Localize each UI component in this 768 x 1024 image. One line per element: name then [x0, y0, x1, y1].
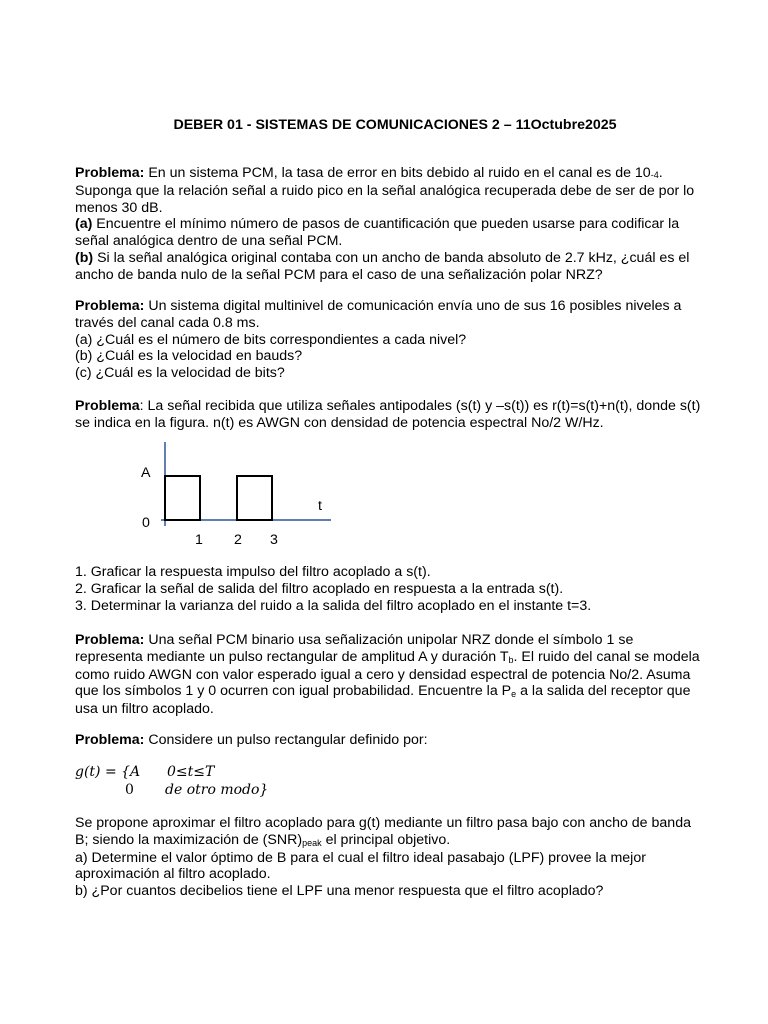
tick-label-1: 1	[195, 532, 203, 548]
problem-item: 3. Determinar la varianza del ruido a la salida del filtro acoplado en el instante t=3.	[75, 597, 592, 614]
problem-5-body	[75, 815, 715, 900]
equation-zero: 0	[125, 782, 134, 798]
problem-item: (c) ¿Cuál es la velocidad de bits?	[75, 365, 285, 382]
problem-3-items	[75, 564, 715, 614]
problem-text: señal analógica dentro de una señal PCM.	[75, 233, 343, 250]
problem-text: ancho de banda nulo de la señal PCM para el caso de una señalización polar NRZ?	[75, 266, 603, 283]
problem-5	[75, 732, 715, 749]
item-label: (b)	[75, 249, 94, 266]
subscript: e	[511, 689, 517, 700]
problem-text: Suponga que la relación señal a ruido pico en la señal analógica recuperada debe de ser de por lo	[75, 182, 695, 199]
problem-item: aproximación al filtro acoplado.	[75, 866, 271, 883]
problem-label: Problema:	[75, 732, 145, 748]
superscript: -4	[650, 170, 659, 180]
problem-item: b) ¿Por cuantos decibelios tiene el LPF una menor respuesta que el filtro acoplado?	[75, 883, 604, 900]
problem-label: Problema	[75, 398, 140, 414]
y-label-a: A	[141, 465, 151, 481]
equation-condition-2: de otro modo}	[165, 782, 269, 798]
problem-text: el principal objetivo.	[321, 831, 451, 848]
signal-figure	[135, 440, 415, 555]
equation-condition-1: 0≤t≤T	[167, 764, 215, 780]
subscript: peak	[302, 837, 322, 848]
problem-text: representa mediante un pulso rectangular de amplitud A y duración T	[75, 648, 509, 665]
problem-label: Problema:	[75, 632, 145, 648]
problem-text: Se propone aproximar el filtro acoplado para g(t) mediante un filtro pasa bajo con ancho de banda	[75, 815, 691, 831]
problem-text: Encuentre el mínimo número de pasos de cuantificación que pueden usarse para codificar la	[92, 216, 680, 233]
problem-item: a) Determine el valor óptimo de B para el cual el filtro ideal pasabajo (LPF) provee la mejor	[75, 849, 646, 866]
problem-text: a la salida del receptor que	[516, 683, 691, 700]
problem-1	[75, 165, 715, 284]
problem-text: Si la señal analógica original contaba con un ancho de banda absoluto de 2.7 kHz, ¿cuál es el	[93, 249, 690, 266]
pulse-1	[165, 476, 200, 520]
problem-item: 1. Graficar la respuesta impulso del filtro acoplado a s(t).	[75, 564, 431, 580]
problem-text: como ruido AWGN con valor esperado igual a cero y densidad espectral de potencia No/2. Asuma	[75, 666, 691, 683]
problem-text: Una señal PCM binario usa señalización unipolar NRZ donde el símbolo 1 se	[144, 632, 634, 648]
problem-text: que los símbolos 1 y 0 ocurren con igual probabilidad. Encuentre la P	[75, 683, 512, 700]
problem-item: (a) ¿Cuál es el número de bits correspondientes a cada nivel?	[75, 331, 467, 348]
item-label: (a)	[75, 216, 93, 233]
problem-text: se indica en la figura. n(t) es AWGN con densidad de potencia espectral No/2 W/Hz.	[75, 414, 604, 431]
problem-text: B; siendo la maximización de (SNR)	[75, 831, 303, 848]
problem-text: . El ruido del canal se modela	[513, 648, 700, 665]
problem-4	[75, 632, 715, 718]
problem-3	[75, 398, 715, 432]
problem-text: En un sistema PCM, la tasa de error en bits debido al ruido en el canal es de 10	[144, 165, 651, 181]
problem-text: usa un filtro acoplado.	[75, 701, 214, 718]
tick-label-2: 2	[234, 532, 242, 548]
problem-text: Un sistema digital multinivel de comunicación envía uno de sus 16 posibles niveles a	[144, 298, 682, 314]
subscript: b	[508, 654, 514, 665]
problem-label: Problema:	[75, 165, 145, 181]
equation-lhs: g(t) = {A	[75, 764, 141, 780]
problem-text: menos 30 dB.	[75, 199, 163, 216]
pulse-2	[237, 476, 272, 520]
x-label-t: t	[318, 498, 322, 514]
tick-label-3: 3	[270, 532, 278, 548]
y-label-zero: 0	[142, 515, 150, 531]
problem-text: Considere un pulso rectangular definido por:	[144, 732, 428, 748]
problem-item: 2. Graficar la señal de salida del filtro acoplado en respuesta a la entrada s(t).	[75, 580, 564, 597]
problem-label: Problema:	[75, 298, 145, 314]
problem-text: través del canal cada 0.8 ms.	[75, 314, 260, 331]
problem-item: (b) ¿Cuál es la velocidad en bauds?	[75, 348, 303, 365]
equation	[75, 764, 715, 804]
problem-2	[75, 298, 715, 382]
problem-text: .	[658, 165, 663, 181]
problem-text: : La señal recibida que utiliza señales antipodales (s(t) y –s(t)) es r(t)=s(t)+n(t), donde s(t)	[139, 398, 701, 414]
document-title: DEBER 01 - SISTEMAS DE COMUNICACIONES 2 – 11Octubre2025	[173, 117, 617, 133]
